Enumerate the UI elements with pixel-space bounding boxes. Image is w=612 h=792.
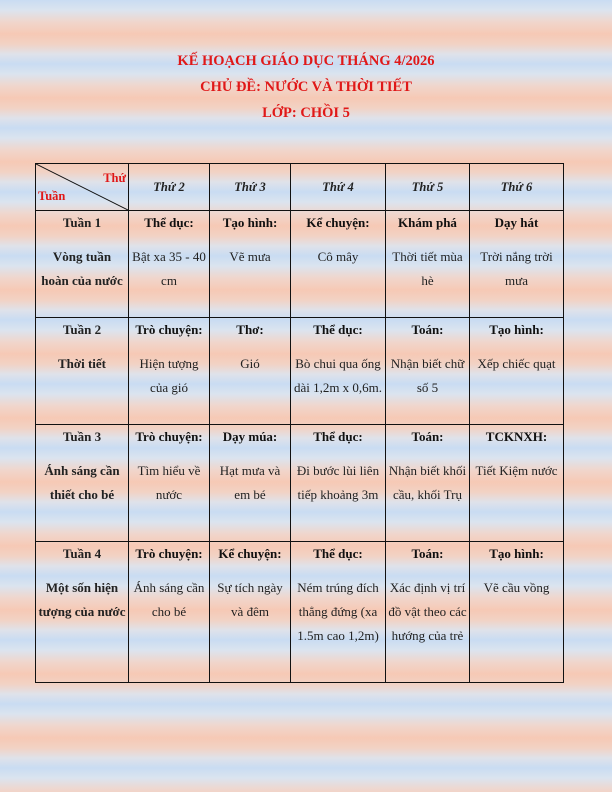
activity-label: Toán: (411, 429, 444, 444)
activity-content: Vẽ cầu vồng (483, 580, 550, 595)
week-theme: Thời tiết (57, 356, 106, 371)
corner-label-week: Tuần (38, 189, 66, 203)
activity-label: Kể chuyện: (306, 215, 370, 230)
week-row (36, 211, 564, 318)
activity-label: Dạy múa: (222, 429, 278, 444)
activity-label: Thể dục: (313, 429, 363, 444)
activity-cell (210, 425, 291, 542)
activity-cell (210, 318, 291, 425)
activity-cell (291, 211, 386, 318)
activity-label: Thể dục: (144, 215, 194, 230)
week-row (36, 542, 564, 683)
activity-cell (291, 425, 386, 542)
activity-content: Ném trúng đích thẳng đứng (xa 1.5m cao 1,2m) (297, 580, 379, 643)
activity-cell (386, 211, 470, 318)
activity-content: Thời tiết mùa hè (392, 249, 463, 288)
week-theme: Một sốn hiện tượng của nước (38, 580, 126, 619)
activity-content: Xếp chiếc quạt (477, 356, 556, 371)
week-label: Tuần 3 (62, 429, 102, 444)
activity-content: Đi bước lùi liên tiếp khoảng 3m (296, 463, 380, 502)
weekly-plan-table (35, 163, 564, 683)
activity-cell (129, 318, 210, 425)
activity-content: Nhận biết khối cầu, khối Trụ (388, 463, 467, 502)
activity-cell (291, 318, 386, 425)
document-header (0, 48, 612, 126)
week-theme: Vòng tuần hoàn của nước (41, 249, 123, 288)
activity-label: TCKNXH: (485, 429, 548, 444)
activity-label: Tạo hình: (222, 215, 278, 230)
activity-content: Bò chui qua ống dài 1,2m x 0,6m. (293, 356, 383, 395)
activity-label: Trò chuyện: (135, 322, 203, 337)
week-cell (36, 425, 129, 542)
class-title: LỚP: CHỒI 5 (262, 105, 350, 121)
week-row (36, 425, 564, 542)
activity-content: Hạt mưa và em bé (219, 463, 281, 502)
activity-cell (470, 542, 564, 683)
activity-cell (470, 211, 564, 318)
activity-label: Toán: (411, 322, 444, 337)
activity-content: Cô mây (317, 249, 359, 264)
activity-content: Tiết Kiệm nước (475, 463, 558, 478)
activity-label: Khám phá (398, 215, 457, 230)
week-cell (36, 211, 129, 318)
activity-cell (386, 542, 470, 683)
activity-cell (129, 211, 210, 318)
activity-label: Trò chuyện: (135, 546, 203, 561)
week-cell (36, 318, 129, 425)
day-header: Thứ 4 (291, 164, 386, 211)
activity-label: Dạy hát (494, 215, 539, 230)
activity-cell (210, 542, 291, 683)
activity-cell (386, 318, 470, 425)
week-row (36, 318, 564, 425)
day-header: Thứ 2 (129, 164, 210, 211)
activity-cell (129, 425, 210, 542)
activity-cell (470, 425, 564, 542)
week-label: Tuần 4 (62, 546, 102, 561)
activity-cell (386, 425, 470, 542)
day-header: Thứ 5 (386, 164, 470, 211)
topic-title: CHỦ ĐỀ: NƯỚC VÀ THỜI TIẾT (200, 79, 412, 95)
activity-label: Thể dục: (313, 322, 363, 337)
activity-label: Tạo hình: (489, 322, 544, 337)
activity-label: Kể chuyện: (218, 546, 282, 561)
activity-content: Nhận biết chữ số 5 (390, 356, 465, 395)
day-header: Thứ 6 (470, 164, 564, 211)
week-theme: Ánh sáng cần thiết cho bé (44, 463, 120, 502)
activity-label: Trò chuyện: (135, 429, 203, 444)
corner-label-day: Thứ (103, 171, 126, 185)
activity-cell (210, 211, 291, 318)
week-label: Tuần 1 (62, 215, 102, 230)
activity-cell (129, 542, 210, 683)
activity-content: Hiện tượng của gió (139, 356, 199, 395)
activity-label: Thơ: (236, 322, 264, 337)
activity-label: Thể dục: (313, 546, 363, 561)
activity-content: Xác định vị trí đồ vật theo các hướng của trẻ (388, 580, 467, 643)
activity-cell (470, 318, 564, 425)
day-header: Thứ 3 (210, 164, 291, 211)
header-row (36, 164, 564, 211)
activity-content: Bật xa 35 - 40 cm (132, 249, 206, 288)
activity-content: Tìm hiểu về nước (137, 463, 201, 502)
activity-content: Sự tích ngày và đêm (217, 580, 283, 619)
week-cell (36, 542, 129, 683)
activity-label: Tạo hình: (489, 546, 544, 561)
corner-cell (36, 164, 129, 211)
activity-label: Toán: (411, 546, 444, 561)
plan-title: KẾ HOẠCH GIÁO DỤC THÁNG 4/2026 (177, 53, 435, 69)
activity-cell (291, 542, 386, 683)
activity-content: Gió (240, 356, 260, 371)
activity-content: Ánh sáng cần cho bé (133, 580, 205, 619)
activity-content: Trời nắng trời mưa (480, 249, 553, 288)
week-label: Tuần 2 (62, 322, 102, 337)
activity-content: Vẽ mưa (229, 249, 271, 264)
